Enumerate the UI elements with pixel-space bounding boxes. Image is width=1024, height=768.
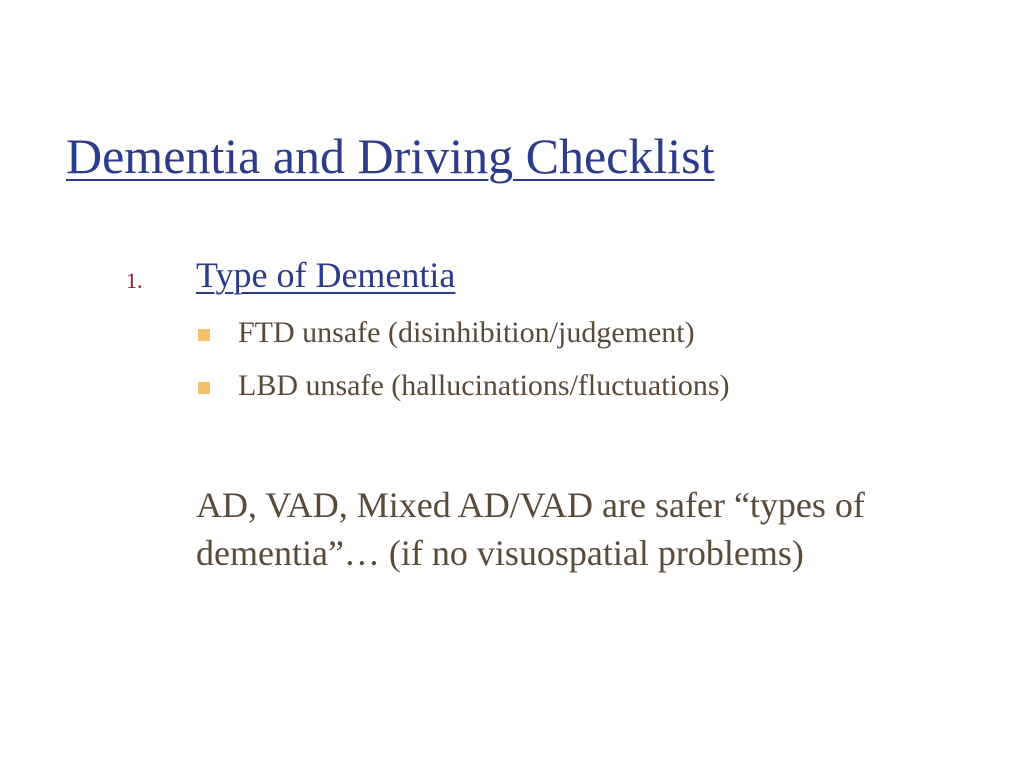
list-item-label: Type of Dementia <box>196 255 456 295</box>
slide-title: Dementia and Driving Checklist <box>66 128 715 184</box>
sub-bullet-text: LBD unsafe (hallucinations/fluctuations) <box>238 369 730 402</box>
square-bullet-icon <box>198 329 210 341</box>
list-number: 1. <box>126 268 143 293</box>
note-paragraph: AD, VAD, Mixed AD/VAD are safer “types of dementia”… (if no visuospatial problems) <box>196 485 865 573</box>
square-bullet-icon <box>198 382 210 394</box>
sub-bullet-text: FTD unsafe (disinhibition/judgement) <box>238 316 695 349</box>
